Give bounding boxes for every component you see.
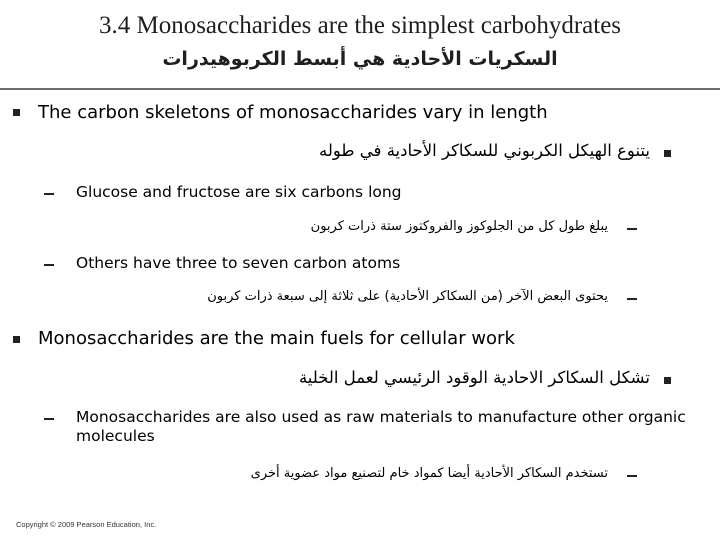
title-divider [0, 88, 720, 90]
sub-bullet-dash-icon [627, 475, 637, 477]
sub-bullet-dash-icon [44, 418, 54, 420]
copyright-footer: Copyright © 2009 Pearson Education, Inc. [16, 520, 157, 529]
sub-bullet-dash-icon [627, 298, 637, 300]
bullet-text: Monosaccharides are the main fuels for cellular work [38, 328, 515, 349]
slide-title-arabic: السكريات الأحادية هي أبسط الكربوهيدرات [162, 48, 558, 70]
sub-bullet-dash-icon [627, 228, 637, 230]
bullet-text-arabic: يتنوع الهيكل الكربوني للسكاكر الأحادية في طوله [319, 141, 650, 160]
bullet-square-icon [13, 336, 20, 343]
sub-bullet-text-arabic: يحتوى البعض الآخر (من السكاكر الأحادية) على ثلاثة إلى سبعة ذرات كربون [207, 289, 608, 304]
sub-bullet-dash-icon [44, 193, 54, 195]
bullet-square-icon [664, 377, 671, 384]
bullet-text: The carbon skeletons of monosaccharides vary in length [38, 102, 548, 123]
sub-bullet-text: Others have three to seven carbon atoms [76, 254, 401, 272]
sub-bullet-text: Glucose and fructose are six carbons long [76, 183, 402, 201]
sub-bullet-text-arabic: يبلغ طول كل من الجلوكوز والفروكتوز ستة ذرات كربون [310, 219, 608, 234]
bullet-square-icon [664, 150, 671, 157]
slide-title: 3.4 Monosaccharides are the simplest carbohydrates [98, 12, 622, 39]
sub-bullet-dash-icon [44, 264, 54, 266]
bullet-text-arabic: تشكل السكاكر الاحادية الوقود الرئيسي لعمل الخلية [298, 368, 650, 387]
sub-bullet-text: Monosaccharides are also used as raw materials to manufacture other organic molecules [76, 408, 686, 445]
sub-bullet-text-arabic: تستخدم السكاكر الأحادية أيضا كمواد خام لتصنيع مواد عضوية أخرى [250, 466, 608, 481]
bullet-square-icon [13, 109, 20, 116]
